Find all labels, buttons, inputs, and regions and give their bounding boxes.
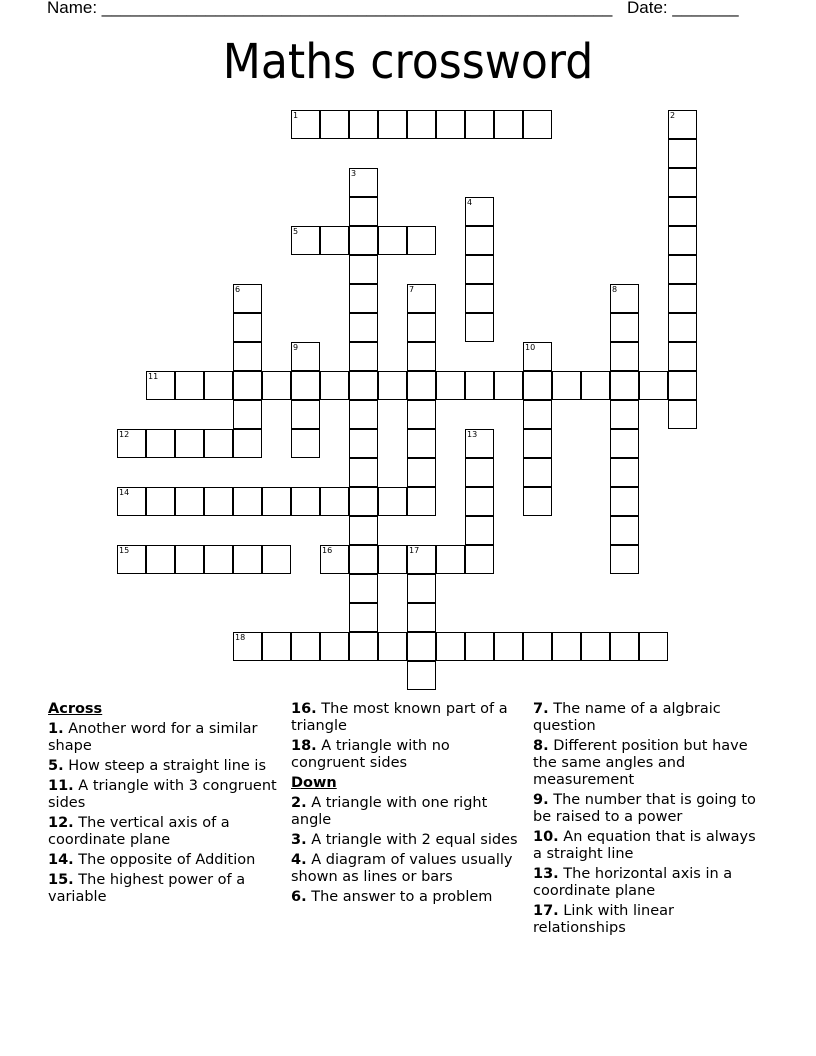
clue-number: 1.: [48, 721, 64, 737]
crossword-cell[interactable]: [465, 458, 494, 487]
crossword-cell[interactable]: [639, 371, 668, 400]
crossword-cell[interactable]: [233, 400, 262, 429]
crossword-cell[interactable]: [204, 429, 233, 458]
crossword-cell[interactable]: [465, 284, 494, 313]
crossword-cell[interactable]: [204, 371, 233, 400]
cell-number: 9: [293, 343, 299, 352]
crossword-cell[interactable]: [175, 429, 204, 458]
clue-across-16: [291, 701, 526, 735]
crossword-cell[interactable]: [668, 168, 697, 197]
clue-across-14: [48, 852, 283, 869]
crossword-cell[interactable]: [349, 255, 378, 284]
cell-number: 6: [235, 285, 241, 294]
clue-down-9: [533, 792, 768, 826]
worksheet-header: [47, 0, 739, 18]
clue-down-2: [291, 795, 526, 829]
crossword-cell[interactable]: [494, 110, 523, 139]
name-field[interactable]: Name: ______________________________________________________: [47, 0, 613, 17]
crossword-cell[interactable]: [407, 313, 436, 342]
clue-text: A triangle with one right angle: [291, 795, 488, 828]
clue-number: 14.: [48, 852, 74, 868]
page-title: Maths crossword: [222, 34, 594, 90]
crossword-cell[interactable]: [378, 545, 407, 574]
crossword-cell[interactable]: [552, 632, 581, 661]
crossword-cell[interactable]: [407, 342, 436, 371]
crossword-cell[interactable]: [349, 400, 378, 429]
crossword-cell[interactable]: [146, 487, 175, 516]
clue-across-11: [48, 778, 283, 812]
clue-text: An equation that is always a straight line: [533, 829, 756, 862]
clue-text: Different position but have the same angles and measurement: [533, 738, 748, 788]
crossword-cell[interactable]: [320, 632, 349, 661]
crossword-cell[interactable]: [523, 400, 552, 429]
clue-across-1: [48, 721, 283, 755]
crossword-cell[interactable]: [668, 342, 697, 371]
crossword-cell[interactable]: [349, 487, 378, 516]
crossword-cell[interactable]: [233, 429, 262, 458]
clue-across-5: [48, 758, 283, 775]
crossword-cell[interactable]: [175, 371, 204, 400]
cell-number: 15: [119, 546, 130, 555]
clue-text: The answer to a problem: [311, 889, 493, 905]
crossword-cell[interactable]: [349, 574, 378, 603]
crossword-cell[interactable]: [320, 545, 349, 574]
crossword-cell[interactable]: [320, 110, 349, 139]
crossword-cell[interactable]: [233, 342, 262, 371]
crossword-cell[interactable]: [349, 110, 378, 139]
cell-number: 2: [670, 111, 676, 120]
crossword-cell[interactable]: [668, 371, 697, 400]
crossword-cell[interactable]: [465, 226, 494, 255]
crossword-cell[interactable]: [291, 632, 320, 661]
clue-text: How steep a straight line is: [68, 758, 267, 774]
crossword-cell[interactable]: [291, 400, 320, 429]
crossword-cell[interactable]: [320, 226, 349, 255]
crossword-cell[interactable]: [320, 487, 349, 516]
clue-text: A diagram of values usually shown as lines or bars: [291, 852, 513, 885]
crossword-cell[interactable]: [610, 284, 639, 313]
crossword-cell[interactable]: [378, 371, 407, 400]
crossword-cell[interactable]: [668, 284, 697, 313]
crossword-cell[interactable]: [291, 371, 320, 400]
clue-down-4: [291, 852, 526, 886]
crossword-cell[interactable]: [378, 226, 407, 255]
crossword-cell[interactable]: [581, 632, 610, 661]
cell-number: 11: [148, 372, 159, 381]
crossword-cell[interactable]: [610, 313, 639, 342]
cell-number: 12: [119, 430, 130, 439]
cell-number: 18: [235, 633, 246, 642]
clue-text: The vertical axis of a coordinate plane: [48, 815, 230, 848]
crossword-cell[interactable]: [407, 371, 436, 400]
crossword-cell[interactable]: [349, 197, 378, 226]
crossword-cell[interactable]: [523, 342, 552, 371]
crossword-cell[interactable]: [349, 226, 378, 255]
clue-number: 9.: [533, 792, 549, 808]
crossword-cell[interactable]: [610, 429, 639, 458]
crossword-cell[interactable]: [262, 545, 291, 574]
clue-down-7: [533, 701, 768, 735]
crossword-cell[interactable]: [233, 371, 262, 400]
crossword-cell[interactable]: [262, 632, 291, 661]
crossword-cell[interactable]: [668, 110, 697, 139]
crossword-cell[interactable]: [407, 400, 436, 429]
cell-number: 10: [525, 343, 536, 352]
crossword-cell[interactable]: [639, 632, 668, 661]
cell-number: 17: [409, 546, 420, 555]
crossword-cell[interactable]: [465, 429, 494, 458]
across-heading: Across: [48, 701, 103, 717]
crossword-cell[interactable]: [494, 371, 523, 400]
cell-number: 16: [322, 546, 333, 555]
clue-number: 15.: [48, 872, 74, 888]
crossword-cell[interactable]: [407, 226, 436, 255]
crossword-cell[interactable]: [407, 603, 436, 632]
crossword-cell[interactable]: [610, 632, 639, 661]
crossword-cell[interactable]: [668, 400, 697, 429]
clue-number: 18.: [291, 738, 317, 754]
crossword-cell[interactable]: [233, 487, 262, 516]
cell-number: 8: [612, 285, 618, 294]
crossword-cell[interactable]: [465, 255, 494, 284]
crossword-cell[interactable]: [349, 429, 378, 458]
crossword-cell[interactable]: [523, 110, 552, 139]
clue-across-18: [291, 738, 526, 772]
crossword-cell[interactable]: [465, 371, 494, 400]
crossword-cell[interactable]: [291, 429, 320, 458]
crossword-cell[interactable]: [610, 342, 639, 371]
crossword-cell[interactable]: [407, 574, 436, 603]
crossword-cell[interactable]: [378, 632, 407, 661]
crossword-cell[interactable]: [494, 632, 523, 661]
clue-number: 8.: [533, 738, 549, 754]
crossword-cell[interactable]: [668, 139, 697, 168]
crossword-cell[interactable]: [349, 313, 378, 342]
crossword-cell[interactable]: [668, 313, 697, 342]
clue-text: The most known part of a triangle: [291, 701, 508, 734]
clue-down-10: [533, 829, 768, 863]
cell-number: 14: [119, 488, 130, 497]
crossword-cell[interactable]: [465, 110, 494, 139]
crossword-cell[interactable]: [349, 458, 378, 487]
down-heading: Down: [291, 775, 337, 791]
crossword-cell[interactable]: [436, 110, 465, 139]
crossword-cell[interactable]: [465, 197, 494, 226]
crossword-cell[interactable]: [146, 545, 175, 574]
clue-text: The horizontal axis in a coordinate plane: [533, 866, 733, 899]
crossword-cell[interactable]: [204, 487, 233, 516]
clue-number: 5.: [48, 758, 64, 774]
crossword-cell[interactable]: [349, 632, 378, 661]
clue-number: 16.: [291, 701, 317, 717]
crossword-cell[interactable]: [407, 545, 436, 574]
crossword-cell[interactable]: [407, 487, 436, 516]
crossword-cell[interactable]: [262, 371, 291, 400]
clue-number: 12.: [48, 815, 74, 831]
clue-text: The highest power of a variable: [48, 872, 246, 905]
crossword-cell[interactable]: [349, 603, 378, 632]
crossword-cell[interactable]: [581, 371, 610, 400]
crossword-cell[interactable]: [523, 371, 552, 400]
clue-number: 10.: [533, 829, 559, 845]
clue-down-17: [533, 903, 768, 937]
crossword-cell[interactable]: [610, 458, 639, 487]
crossword-cell[interactable]: [291, 110, 320, 139]
crossword-cell[interactable]: [146, 371, 175, 400]
crossword-cell[interactable]: [233, 313, 262, 342]
clue-down-8: [533, 738, 768, 789]
clue-text: The number that is going to be raised to a power: [533, 792, 756, 825]
clues-column-1: [48, 701, 283, 909]
crossword-cell[interactable]: [610, 400, 639, 429]
crossword-cell[interactable]: [320, 371, 349, 400]
crossword-cell[interactable]: [668, 197, 697, 226]
crossword-cell[interactable]: [262, 487, 291, 516]
date-field[interactable]: Date: _______: [627, 0, 739, 17]
crossword-cell[interactable]: [349, 516, 378, 545]
crossword-cell[interactable]: [291, 342, 320, 371]
crossword-cell[interactable]: [146, 429, 175, 458]
crossword-cell[interactable]: [349, 371, 378, 400]
crossword-cell[interactable]: [175, 545, 204, 574]
cell-number: 3: [351, 169, 357, 178]
crossword-cell[interactable]: [552, 371, 581, 400]
clue-down-3: [291, 832, 526, 849]
crossword-cell[interactable]: [610, 487, 639, 516]
cell-number: 7: [409, 285, 415, 294]
clue-number: 4.: [291, 852, 307, 868]
crossword-cell[interactable]: [117, 545, 146, 574]
clues-column-2: [291, 701, 526, 909]
clue-text: A triangle with 3 congruent sides: [48, 778, 277, 811]
clue-text: The opposite of Addition: [78, 852, 256, 868]
crossword-cell[interactable]: [407, 661, 436, 690]
crossword-cell[interactable]: [465, 545, 494, 574]
clue-text: Another word for a similar shape: [48, 721, 258, 754]
clue-down-13: [533, 866, 768, 900]
clue-number: 7.: [533, 701, 549, 717]
crossword-grid: [117, 110, 717, 710]
crossword-cell[interactable]: [668, 255, 697, 284]
crossword-cell[interactable]: [465, 487, 494, 516]
crossword-cell[interactable]: [117, 487, 146, 516]
clue-number: 13.: [533, 866, 559, 882]
crossword-cell[interactable]: [465, 313, 494, 342]
clue-across-12: [48, 815, 283, 849]
crossword-cell[interactable]: [668, 226, 697, 255]
cell-number: 13: [467, 430, 478, 439]
crossword-cell[interactable]: [407, 632, 436, 661]
clue-number: 11.: [48, 778, 74, 794]
clue-across-15: [48, 872, 283, 906]
crossword-cell[interactable]: [291, 487, 320, 516]
clue-number: 2.: [291, 795, 307, 811]
crossword-cell[interactable]: [349, 168, 378, 197]
clue-text: The name of a algbraic question: [533, 701, 721, 734]
crossword-cell[interactable]: [436, 371, 465, 400]
crossword-cell[interactable]: [349, 545, 378, 574]
crossword-cell[interactable]: [523, 632, 552, 661]
crossword-cell[interactable]: [523, 429, 552, 458]
crossword-cell[interactable]: [465, 632, 494, 661]
crossword-cell[interactable]: [465, 516, 494, 545]
clue-down-6: [291, 889, 526, 906]
crossword-cell[interactable]: [349, 342, 378, 371]
crossword-cell[interactable]: [407, 284, 436, 313]
crossword-cell[interactable]: [117, 429, 146, 458]
crossword-cell[interactable]: [610, 545, 639, 574]
crossword-cell[interactable]: [407, 110, 436, 139]
clue-number: 17.: [533, 903, 559, 919]
crossword-cell[interactable]: [407, 429, 436, 458]
cell-number: 5: [293, 227, 299, 236]
crossword-cell[interactable]: [610, 371, 639, 400]
crossword-cell[interactable]: [175, 487, 204, 516]
crossword-cell[interactable]: [233, 545, 262, 574]
clue-text: A triangle with no congruent sides: [291, 738, 450, 771]
clues-column-3: [533, 701, 768, 940]
crossword-cell[interactable]: [407, 458, 436, 487]
clue-text: Link with linear relationships: [533, 903, 674, 936]
crossword-cell[interactable]: [523, 458, 552, 487]
crossword-cell[interactable]: [436, 632, 465, 661]
clue-number: 3.: [291, 832, 307, 848]
crossword-cell[interactable]: [378, 110, 407, 139]
clue-text: A triangle with 2 equal sides: [311, 832, 518, 848]
crossword-cell[interactable]: [204, 545, 233, 574]
crossword-cell[interactable]: [610, 516, 639, 545]
clue-number: 6.: [291, 889, 307, 905]
cell-number: 1: [293, 111, 299, 120]
crossword-cell[interactable]: [436, 545, 465, 574]
crossword-cell[interactable]: [233, 284, 262, 313]
crossword-cell[interactable]: [233, 632, 262, 661]
crossword-cell[interactable]: [291, 226, 320, 255]
cell-number: 4: [467, 198, 473, 207]
crossword-cell[interactable]: [349, 284, 378, 313]
crossword-cell[interactable]: [378, 487, 407, 516]
crossword-cell[interactable]: [523, 487, 552, 516]
